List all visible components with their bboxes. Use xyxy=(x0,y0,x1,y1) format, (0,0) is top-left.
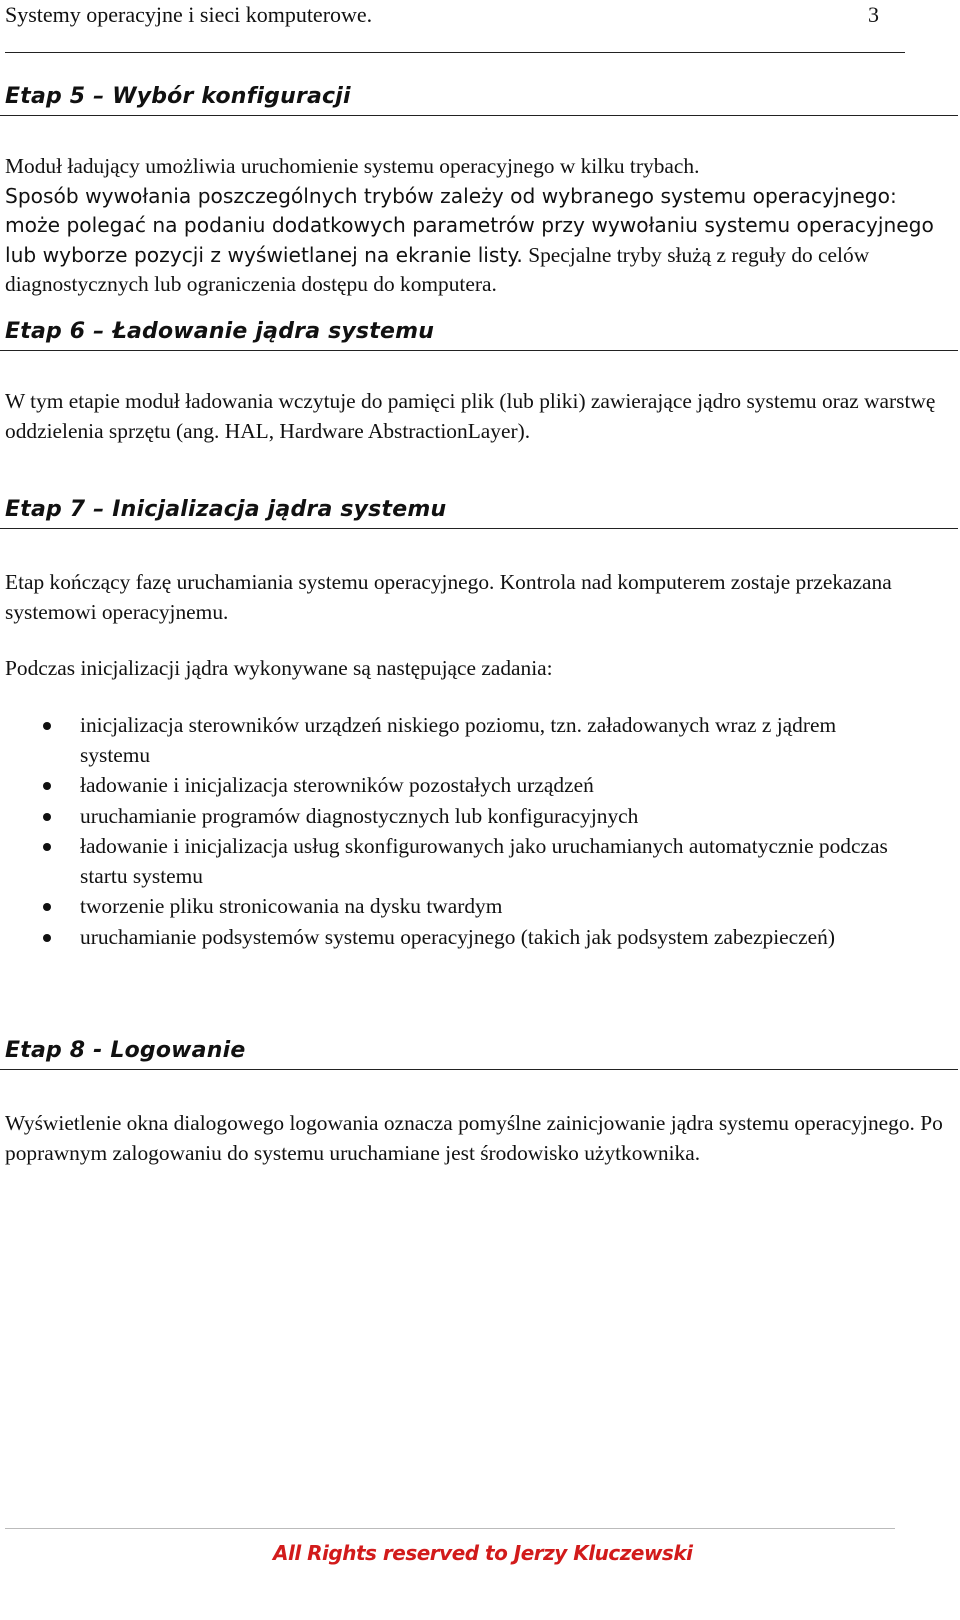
list-item xyxy=(0,771,910,801)
section-divider xyxy=(0,350,958,351)
list-item-text: uruchamianie programów diagnostycznych lub konfiguracyjnych xyxy=(80,803,639,828)
list-item-text: inicjalizacja sterowników urządzeń niskiego poziomu, tzn. załadowanych wraz z jądrem systemu xyxy=(80,713,837,767)
page-header xyxy=(5,0,905,30)
bullet-icon xyxy=(43,843,51,851)
section-divider xyxy=(0,1069,958,1070)
list-item-text: ładowanie i inicjalizacja usług skonfigurowanych jako uruchamianych automatycznie podczas startu systemu xyxy=(80,834,888,888)
document-title: Systemy operacyjne i sieci komputerowe. xyxy=(5,2,373,27)
page-number: 3 xyxy=(868,2,879,27)
list-item xyxy=(0,892,910,922)
list-item xyxy=(0,832,910,891)
header-divider xyxy=(5,52,905,53)
list-item xyxy=(0,923,910,953)
section-divider xyxy=(0,528,958,529)
section-heading-etap-7: Etap 7 – Inicjalizacja jądra systemu xyxy=(5,497,447,522)
paragraph-body: Sposób wywołania poszczególnych trybów zależy od wybranego systemu operacyjnego: może polegać na podaniu dodatkowych parametrów przy wywołaniu systemu operacyjnego lub wyborze pozycji z wyświetlanej na ekranie listy. xyxy=(5,183,934,267)
list-item-text: tworzenie pliku stronicowania na dysku twardym xyxy=(80,894,503,918)
list-item xyxy=(0,711,910,770)
section-heading-etap-8: Etap 8 - Logowanie xyxy=(5,1038,246,1063)
bullet-icon xyxy=(43,722,51,730)
list-item-text: ładowanie i inicjalizacja sterowników pozostałych urządzeń xyxy=(80,773,594,797)
paragraph-etap-6: W tym etapie moduł ładowania wczytuje do pamięci plik (lub pliki) zawierające jądro systemu oraz warstwę oddzielenia sprzętu (ang. HAL, Hardware AbstractionLayer). xyxy=(5,389,936,443)
list-item xyxy=(0,802,910,832)
bullet-icon xyxy=(43,813,51,821)
paragraph-tail: Specjalne tryby służą z reguły do celów diagnostycznych lub ograniczenia dostępu do komputera. xyxy=(5,242,870,296)
section-divider xyxy=(0,115,958,116)
paragraph-lead: Moduł ładujący umożliwia uruchomienie systemu operacyjnego w kilku trybach. xyxy=(5,154,700,178)
section-heading-etap-6: Etap 6 – Ładowanie jądra systemu xyxy=(5,319,435,344)
bullet-icon xyxy=(43,903,51,911)
section-heading-etap-5: Etap 5 – Wybór konfiguracji xyxy=(5,84,351,109)
paragraph-etap-5 xyxy=(5,152,955,300)
paragraph-tasks-intro: Podczas inicjalizacji jądra wykonywane są następujące zadania: xyxy=(5,656,553,680)
copyright-logo: All Rights reserved to Jerzy Kluczewski xyxy=(273,1541,693,1565)
task-list xyxy=(0,711,950,953)
paragraph-etap-8: Wyświetlenie okna dialogowego logowania oznacza pomyślne zainicjowanie jądra systemu operacyjnego. Po poprawnym zalogowaniu do systemu uruchamiane jest środowisko użytkownika. xyxy=(5,1111,943,1165)
bullet-icon xyxy=(43,782,51,790)
bullet-icon xyxy=(43,934,51,942)
paragraph-etap-7: Etap kończący fazę uruchamiania systemu operacyjnego. Kontrola nad komputerem zostaje przekazana systemowi operacyjnemu. xyxy=(5,570,892,624)
footer-divider xyxy=(5,1528,895,1529)
list-item-text: uruchamianie podsystemów systemu operacyjnego (takich jak podsystem zabezpieczeń) xyxy=(80,924,835,949)
